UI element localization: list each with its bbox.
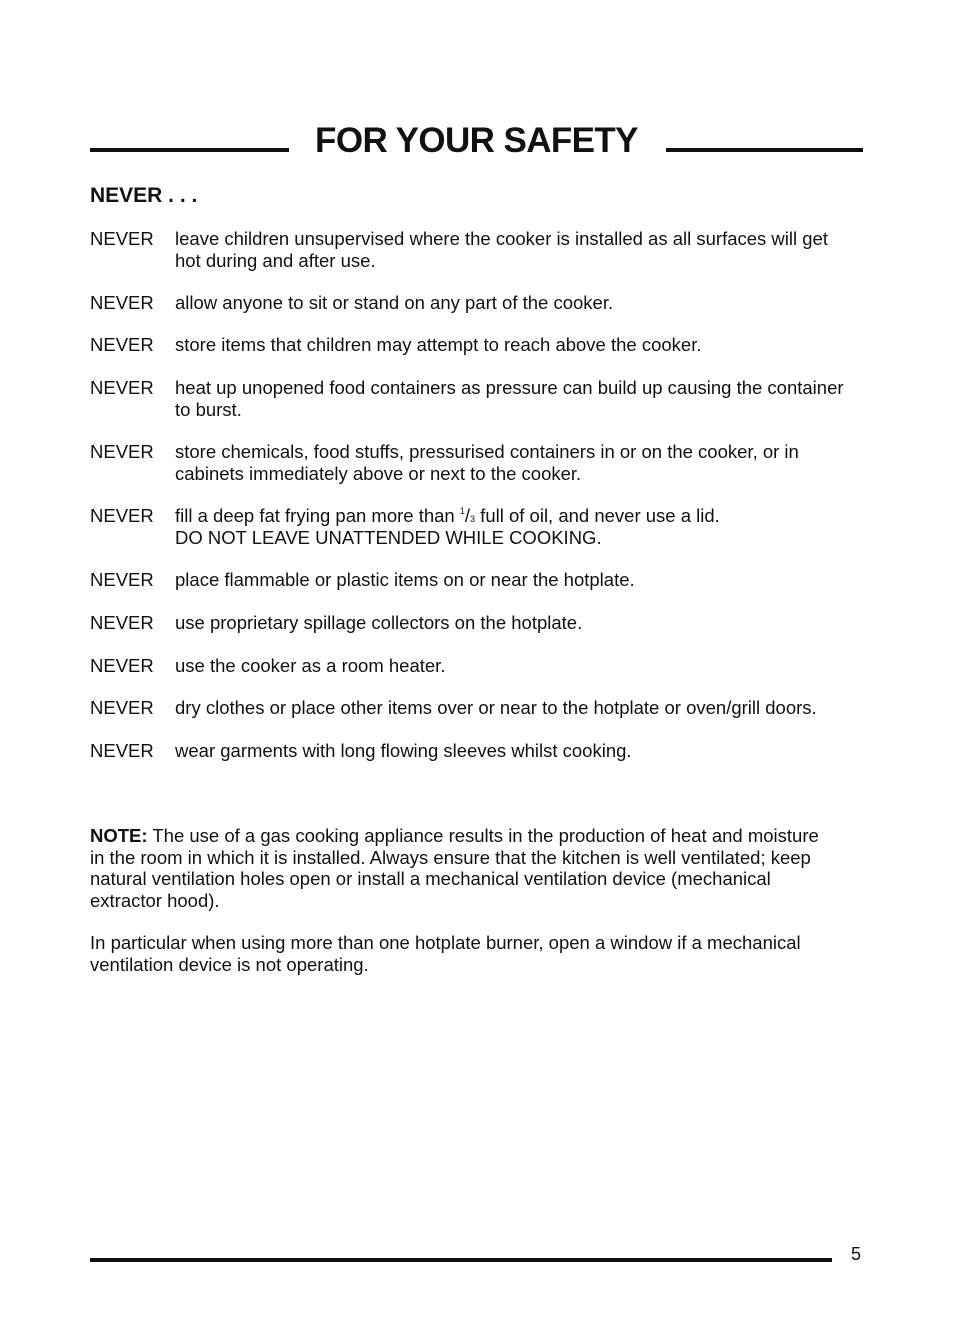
page-number: 5 [851,1244,862,1264]
rule-text: wear garments with long flowing sleeves whilst cooking. [175,740,632,761]
rule-warning-line: DO NOT LEAVE UNATTENDED WHILE COOKING. [175,526,602,548]
fraction-numerator: 1 [459,506,465,516]
rule-label: NEVER [90,377,154,398]
rule-label: NEVER [90,334,154,355]
rule-text-part: full of oil, and never use a lid. [475,505,720,526]
rule-text: store items that children may attempt to reach above the cooker. [175,334,702,355]
note-text: The use of a gas cooking appliance results in the production of heat and moisture in the room in which it is installed. Always ensure that the kitchen is well ventilated; keep natural ventilation holes open or install a mechanical ventilation device (mechanical extractor hood). [90,825,819,911]
section-heading: NEVER . . . [90,184,198,207]
rule-label: NEVER [90,655,154,676]
rule-label: NEVER [90,697,154,718]
footer-rule [90,1258,832,1262]
rule-text: leave children unsupervised where the cooker is installed as all surfaces will get hot during and after use. [175,228,828,271]
rule-label: NEVER [90,228,154,249]
rule-text: use proprietary spillage collectors on the hotplate. [175,612,583,633]
fraction-slash: / [464,505,471,526]
ventilation-note [90,825,830,911]
rule-text: allow anyone to sit or stand on any part of the cooker. [175,292,614,313]
rule-text: dry clothes or place other items over or near to the hotplate or oven/grill doors. [175,697,817,718]
rule-label: NEVER [90,612,154,633]
rule-text: place flammable or plastic items on or near the hotplate. [175,569,635,590]
safety-rule [90,292,850,314]
safety-rules-list [90,228,850,762]
rule-text: store chemicals, food stuffs, pressurised containers in or on the cooker, or in cabinets immediately above or next to the cooker. [175,441,799,484]
rule-label: NEVER [90,569,154,590]
page-title: FOR YOUR SAFETY [315,121,638,160]
safety-rule [90,655,850,677]
safety-rule [90,334,850,356]
safety-rule [90,740,850,762]
rule-text [175,505,850,548]
safety-rule [90,505,850,548]
title-row [90,118,863,166]
ventilation-paragraph: In particular when using more than one hotplate burner, open a window if a mechanical ventilation device is not operating. [90,932,801,975]
safety-rule [90,441,850,484]
rule-label: NEVER [90,505,154,526]
safety-rule [90,697,850,719]
rule-label: NEVER [90,740,154,761]
fraction-denominator: 3 [470,514,476,524]
title-rule-right [666,148,863,152]
rule-text: heat up unopened food containers as pressure can build up causing the container to burst. [175,377,844,420]
safety-rule [90,377,850,420]
rule-text-part: fill a deep fat frying pan more than [175,505,460,526]
rule-label: NEVER [90,292,154,313]
rule-text: use the cooker as a room heater. [175,655,446,676]
safety-rule [90,228,850,271]
rule-label: NEVER [90,441,154,462]
note-label: NOTE: [90,825,148,846]
safety-rule [90,612,850,634]
safety-rule [90,569,850,591]
